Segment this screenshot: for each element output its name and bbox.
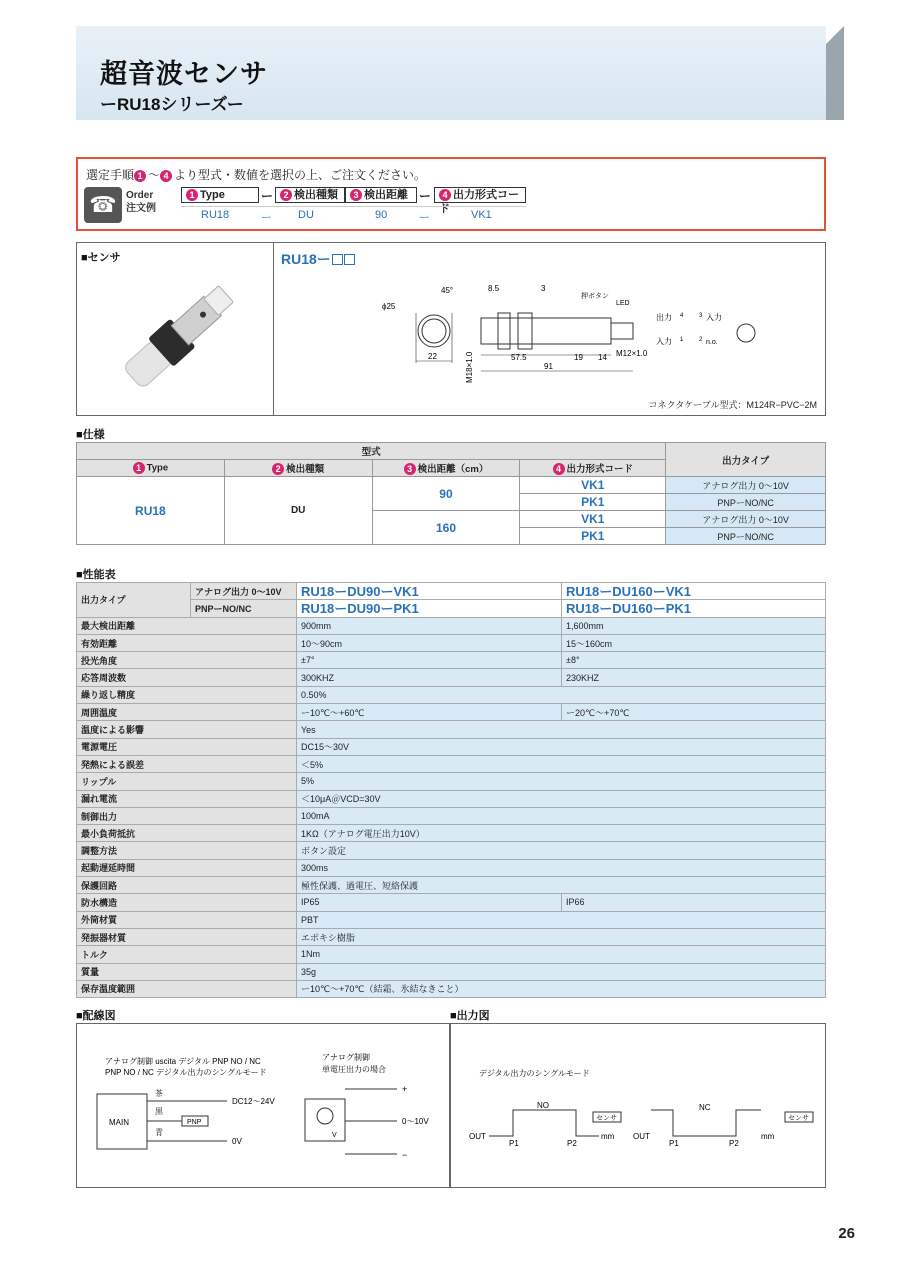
- perf-row-label: リップル: [77, 773, 297, 790]
- spec-code: VK1: [520, 511, 666, 528]
- wire-black: 黒: [155, 1107, 163, 1116]
- perf-row-value: PBT: [297, 911, 826, 928]
- order-dash: ー: [261, 189, 274, 203]
- sensor-section: [76, 242, 826, 416]
- perf-model: RU18ーDU160ーPK1: [562, 600, 826, 617]
- perf-row-value: 1KΩ（アナログ電圧出力10V）: [297, 825, 826, 842]
- spec-output-header: 出力タイプ: [666, 443, 826, 477]
- wiring-title-2: PNP NO / NC デジタル出力のシングルモード: [105, 1068, 267, 1077]
- perf-row: [77, 894, 826, 911]
- perf-row-label: 調整方法: [77, 842, 297, 859]
- dim-button: 押ボタン: [581, 293, 609, 300]
- wiring-right-title-2: 単電圧出力の場合: [322, 1065, 386, 1074]
- perf-row-value: ー10℃〜+60℃: [297, 704, 562, 721]
- wiring-diagram: [76, 1023, 450, 1188]
- order-value-code: VK1: [471, 209, 492, 221]
- order-box: [76, 157, 826, 231]
- perf-row-label: 漏れ電流: [77, 790, 297, 807]
- output-mm: mm: [601, 1132, 615, 1141]
- spec-code: PK1: [520, 494, 666, 511]
- sensor-heading: ■センサ: [81, 252, 121, 264]
- perf-table: [76, 582, 826, 998]
- perf-row-label: 保護回路: [77, 877, 297, 894]
- dimension-drawing: [276, 263, 826, 403]
- dim-m12: M12×1.0: [616, 349, 648, 358]
- order-value-dash: ー: [419, 212, 430, 224]
- dim-14: 14: [598, 353, 607, 362]
- perf-model: RU18ーDU90ーVK1: [297, 583, 562, 600]
- output-title: デジタル出力のシングルモード: [479, 1069, 590, 1078]
- perf-row-label: 保存温度範囲: [77, 980, 297, 997]
- perf-row-label: 有効距離: [77, 634, 297, 651]
- wiring-title-1: アナログ制御 uscita デジタル PNP NO / NC: [105, 1057, 261, 1066]
- perf-row-label: 繰り返し精度: [77, 686, 297, 703]
- perf-row-label: 発熱による誤差: [77, 755, 297, 772]
- perf-row-value: DC15〜30V: [297, 738, 826, 755]
- order-label: Order 注文例: [126, 190, 156, 214]
- wiring-plus: +: [402, 1084, 408, 1094]
- perf-row-value: ±7°: [297, 652, 562, 669]
- perf-row: [77, 755, 826, 772]
- perf-row-label: 投光角度: [77, 652, 297, 669]
- spec-code: VK1: [520, 477, 666, 494]
- order-value-type: RU18: [201, 209, 230, 221]
- dim-angle: 45°: [441, 286, 454, 295]
- perf-pnp-label: PNPーNO/NC: [191, 600, 297, 617]
- spec-output: アナログ出力 0〜10V: [666, 511, 826, 528]
- perf-row-value: 35g: [297, 963, 826, 980]
- order-instruction: 選定手順 1 〜 4 より型式・数値を選択の上、ご注文ください。: [86, 168, 427, 182]
- sensor-photo: [77, 243, 272, 413]
- output-sensor: センサ: [596, 1115, 617, 1122]
- perf-row-value: 300ms: [297, 859, 826, 876]
- perf-row-value: 300KHZ: [297, 669, 562, 686]
- page-title: 超音波センサ: [100, 59, 268, 89]
- wiring-right-title-1: アナログ制御: [322, 1053, 370, 1062]
- perf-row: [77, 825, 826, 842]
- perf-row-value: ボタン設定: [297, 842, 826, 859]
- perf-row-label: 発振器材質: [77, 928, 297, 945]
- perf-row-value: IP66: [562, 894, 826, 911]
- perf-row: [77, 652, 826, 669]
- spec-distance: 90: [372, 477, 520, 511]
- perf-row: [77, 686, 826, 703]
- perf-row-value: ＜10μA＠VCD=30V: [297, 790, 826, 807]
- perf-row-value: ー10℃〜+70℃（結霜、氷結なきこと）: [297, 980, 826, 997]
- perf-row-label: 外筒材質: [77, 911, 297, 928]
- pin-no: n.o.: [706, 339, 718, 346]
- order-dash: ー: [419, 189, 432, 203]
- wire-blue: 青: [155, 1128, 163, 1137]
- dim-91: 91: [544, 362, 553, 371]
- perf-row-label: 電源電圧: [77, 738, 297, 755]
- perf-row-label: 防水構造: [77, 894, 297, 911]
- perf-row: [77, 946, 826, 963]
- perf-row-value: 230KHZ: [562, 669, 826, 686]
- perf-analog-label: アナログ出力 0〜10V: [191, 583, 297, 600]
- dim-57-5: 57.5: [511, 353, 527, 362]
- wiring-0v: 0V: [232, 1137, 242, 1146]
- pin-output-label: 出力: [656, 313, 672, 322]
- perf-row: [77, 963, 826, 980]
- order-value-dash: ー: [261, 212, 272, 224]
- dim-led: LED: [616, 300, 630, 307]
- order-field-code: 4 出力形式コード: [434, 187, 526, 203]
- wiring-dc: DC12〜24V: [232, 1097, 275, 1106]
- output-sensor: センサ: [788, 1115, 809, 1122]
- output-out: OUT: [469, 1132, 486, 1141]
- cable-model: コネクタケーブル型式：M124R−PVC−2M: [648, 400, 817, 410]
- perf-output-type: 出力タイプ: [77, 583, 191, 618]
- spec-type: RU18: [77, 477, 225, 545]
- perf-row: [77, 928, 826, 945]
- spec-table: [76, 442, 826, 545]
- perf-model: RU18ーDU160ーVK1: [562, 583, 826, 600]
- perf-row: [77, 807, 826, 824]
- perf-row: [77, 842, 826, 859]
- output-no: NO: [537, 1101, 549, 1110]
- perf-row-value: 極性保護、過電圧、短絡保護: [297, 877, 826, 894]
- output-mm: mm: [761, 1132, 775, 1141]
- order-value-detect: DU: [298, 209, 314, 221]
- perf-row: [77, 669, 826, 686]
- pin-1: 1: [680, 337, 684, 343]
- spec-model-header: 型式: [77, 443, 666, 460]
- pin-3: 3: [699, 313, 703, 319]
- perf-row: [77, 634, 826, 651]
- spec-heading: ■仕様: [76, 429, 105, 441]
- order-value-distance: 90: [375, 209, 388, 221]
- spec-col-distance: 3 検出距離（cm）: [372, 460, 520, 477]
- wiring-minus: −: [402, 1150, 408, 1160]
- perf-row-value: 1,600mm: [562, 617, 826, 634]
- wiring-v: V: [332, 1132, 337, 1139]
- sensor-model: RU18ー: [281, 249, 355, 269]
- output-p1: P1: [669, 1139, 679, 1148]
- output-out: OUT: [633, 1132, 650, 1141]
- spec-output: PNPーNO/NC: [666, 528, 826, 545]
- output-nc: NC: [699, 1103, 711, 1112]
- page-number: 26: [838, 1225, 855, 1242]
- spec-distance: 160: [372, 511, 520, 545]
- perf-row-value: 1Nm: [297, 946, 826, 963]
- phone-icon: ☎: [84, 187, 122, 223]
- perf-row: [77, 911, 826, 928]
- dim-m18: M18×1.0: [465, 351, 474, 383]
- perf-row: [77, 738, 826, 755]
- perf-row-value: Yes: [297, 721, 826, 738]
- spec-col-type: 1 Type: [77, 460, 225, 477]
- dim-3: 3: [541, 284, 546, 293]
- dim-19: 19: [574, 353, 583, 362]
- perf-row-value: 0.50%: [297, 686, 826, 703]
- order-divider: [181, 206, 526, 207]
- perf-row: [77, 980, 826, 997]
- perf-row: [77, 859, 826, 876]
- wiring-out: 0〜10V: [402, 1117, 429, 1126]
- header-corner: [826, 26, 844, 44]
- perf-row-value: 15〜160cm: [562, 634, 826, 651]
- order-field-detect: 2 検出種類: [275, 187, 345, 203]
- spec-col-detect: 2 検出種類: [224, 460, 372, 477]
- perf-row-value: 900mm: [297, 617, 562, 634]
- wiring-heading: ■配線図: [76, 1010, 116, 1022]
- wiring-pnp: PNP: [187, 1119, 202, 1126]
- perf-row-label: 制御出力: [77, 807, 297, 824]
- perf-row: [77, 617, 826, 634]
- output-heading: ■出力図: [450, 1010, 490, 1022]
- perf-row: [77, 790, 826, 807]
- perf-row-value: IP65: [297, 894, 562, 911]
- perf-row: [77, 704, 826, 721]
- wiring-main: MAIN: [109, 1118, 129, 1127]
- output-p2: P2: [729, 1139, 739, 1148]
- dim-phi: ϕ25: [382, 302, 396, 311]
- perf-row-label: 起動遅延時間: [77, 859, 297, 876]
- perf-row-label: 最大検出距離: [77, 617, 297, 634]
- dim-22: 22: [428, 352, 437, 361]
- perf-row-label: トルク: [77, 946, 297, 963]
- wire-brown: 茶: [155, 1089, 163, 1098]
- perf-heading: ■性能表: [76, 569, 116, 581]
- perf-row-value: ±8°: [562, 652, 826, 669]
- perf-row: [77, 773, 826, 790]
- pin-input-label: 入力: [706, 313, 722, 322]
- spec-output: PNPーNO/NC: [666, 494, 826, 511]
- spec-code: PK1: [520, 528, 666, 545]
- dim-8-5: 8.5: [488, 284, 500, 293]
- perf-row-label: 最小負荷抵抗: [77, 825, 297, 842]
- perf-row-label: 温度による影響: [77, 721, 297, 738]
- pin-4: 4: [680, 313, 684, 319]
- pin-2: 2: [699, 337, 703, 343]
- perf-model: RU18ーDU90ーPK1: [297, 600, 562, 617]
- output-p1: P1: [509, 1139, 519, 1148]
- order-field-type: 1 Type: [181, 187, 259, 203]
- perf-row-value: 100mA: [297, 807, 826, 824]
- pin-input-label-1: 入力: [656, 337, 672, 346]
- perf-row-label: 周囲温度: [77, 704, 297, 721]
- order-field-distance: 3 検出距離: [345, 187, 417, 203]
- spec-col-code: 4 出力形式コード: [520, 460, 666, 477]
- perf-row-value: ＜5%: [297, 755, 826, 772]
- perf-row-value: 10〜90cm: [297, 634, 562, 651]
- output-diagram: [450, 1023, 826, 1188]
- page-subtitle: ーRU18シリーズー: [100, 95, 244, 114]
- output-p2: P2: [567, 1139, 577, 1148]
- perf-row-label: 質量: [77, 963, 297, 980]
- perf-row-value: ー20℃〜+70℃: [562, 704, 826, 721]
- perf-row-value: エポキシ樹脂: [297, 928, 826, 945]
- sensor-photo-panel: [77, 243, 274, 415]
- perf-row-label: 応答周波数: [77, 669, 297, 686]
- perf-row-value: 5%: [297, 773, 826, 790]
- perf-row: [77, 877, 826, 894]
- perf-row: [77, 721, 826, 738]
- spec-output: アナログ出力 0〜10V: [666, 477, 826, 494]
- spec-detect: DU: [224, 477, 372, 545]
